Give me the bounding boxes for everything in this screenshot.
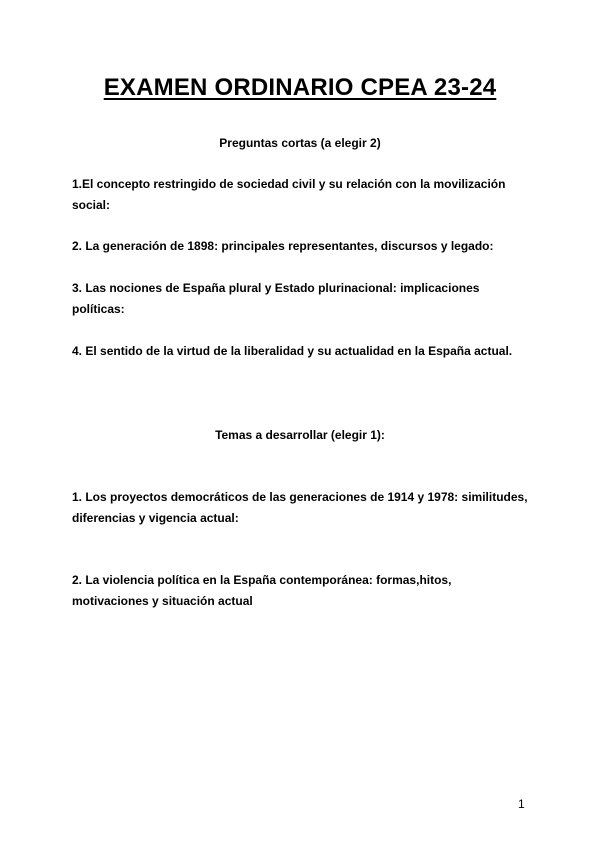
page-number: 1 xyxy=(518,797,525,811)
short-questions-heading: Preguntas cortas (a elegir 2) xyxy=(219,136,381,150)
short-question-1: 1.El concepto restringido de sociedad civil y su relación con la movilización social: xyxy=(72,177,506,212)
essay-topics-heading: Temas a desarrollar (elegir 1): xyxy=(215,428,385,442)
short-question-2: 2. La generación de 1898: principales representantes, discursos y legado: xyxy=(72,239,494,253)
short-question-4: 4. El sentido de la virtud de la liberalidad y su actualidad en la España actual. xyxy=(72,344,513,358)
page-title: EXAMEN ORDINARIO CPEA 23-24 xyxy=(103,74,497,101)
essay-topic-2: 2. La violencia política en la España contemporánea: formas,hitos, motivaciones y situación actual xyxy=(72,573,452,608)
short-question-3: 3. Las nociones de España plural y Estado plurinacional: implicaciones políticas: xyxy=(72,281,480,316)
essay-topic-1: 1. Los proyectos democráticos de las generaciones de 1914 y 1978: similitudes, diferencias y vigencia actual: xyxy=(72,490,528,525)
